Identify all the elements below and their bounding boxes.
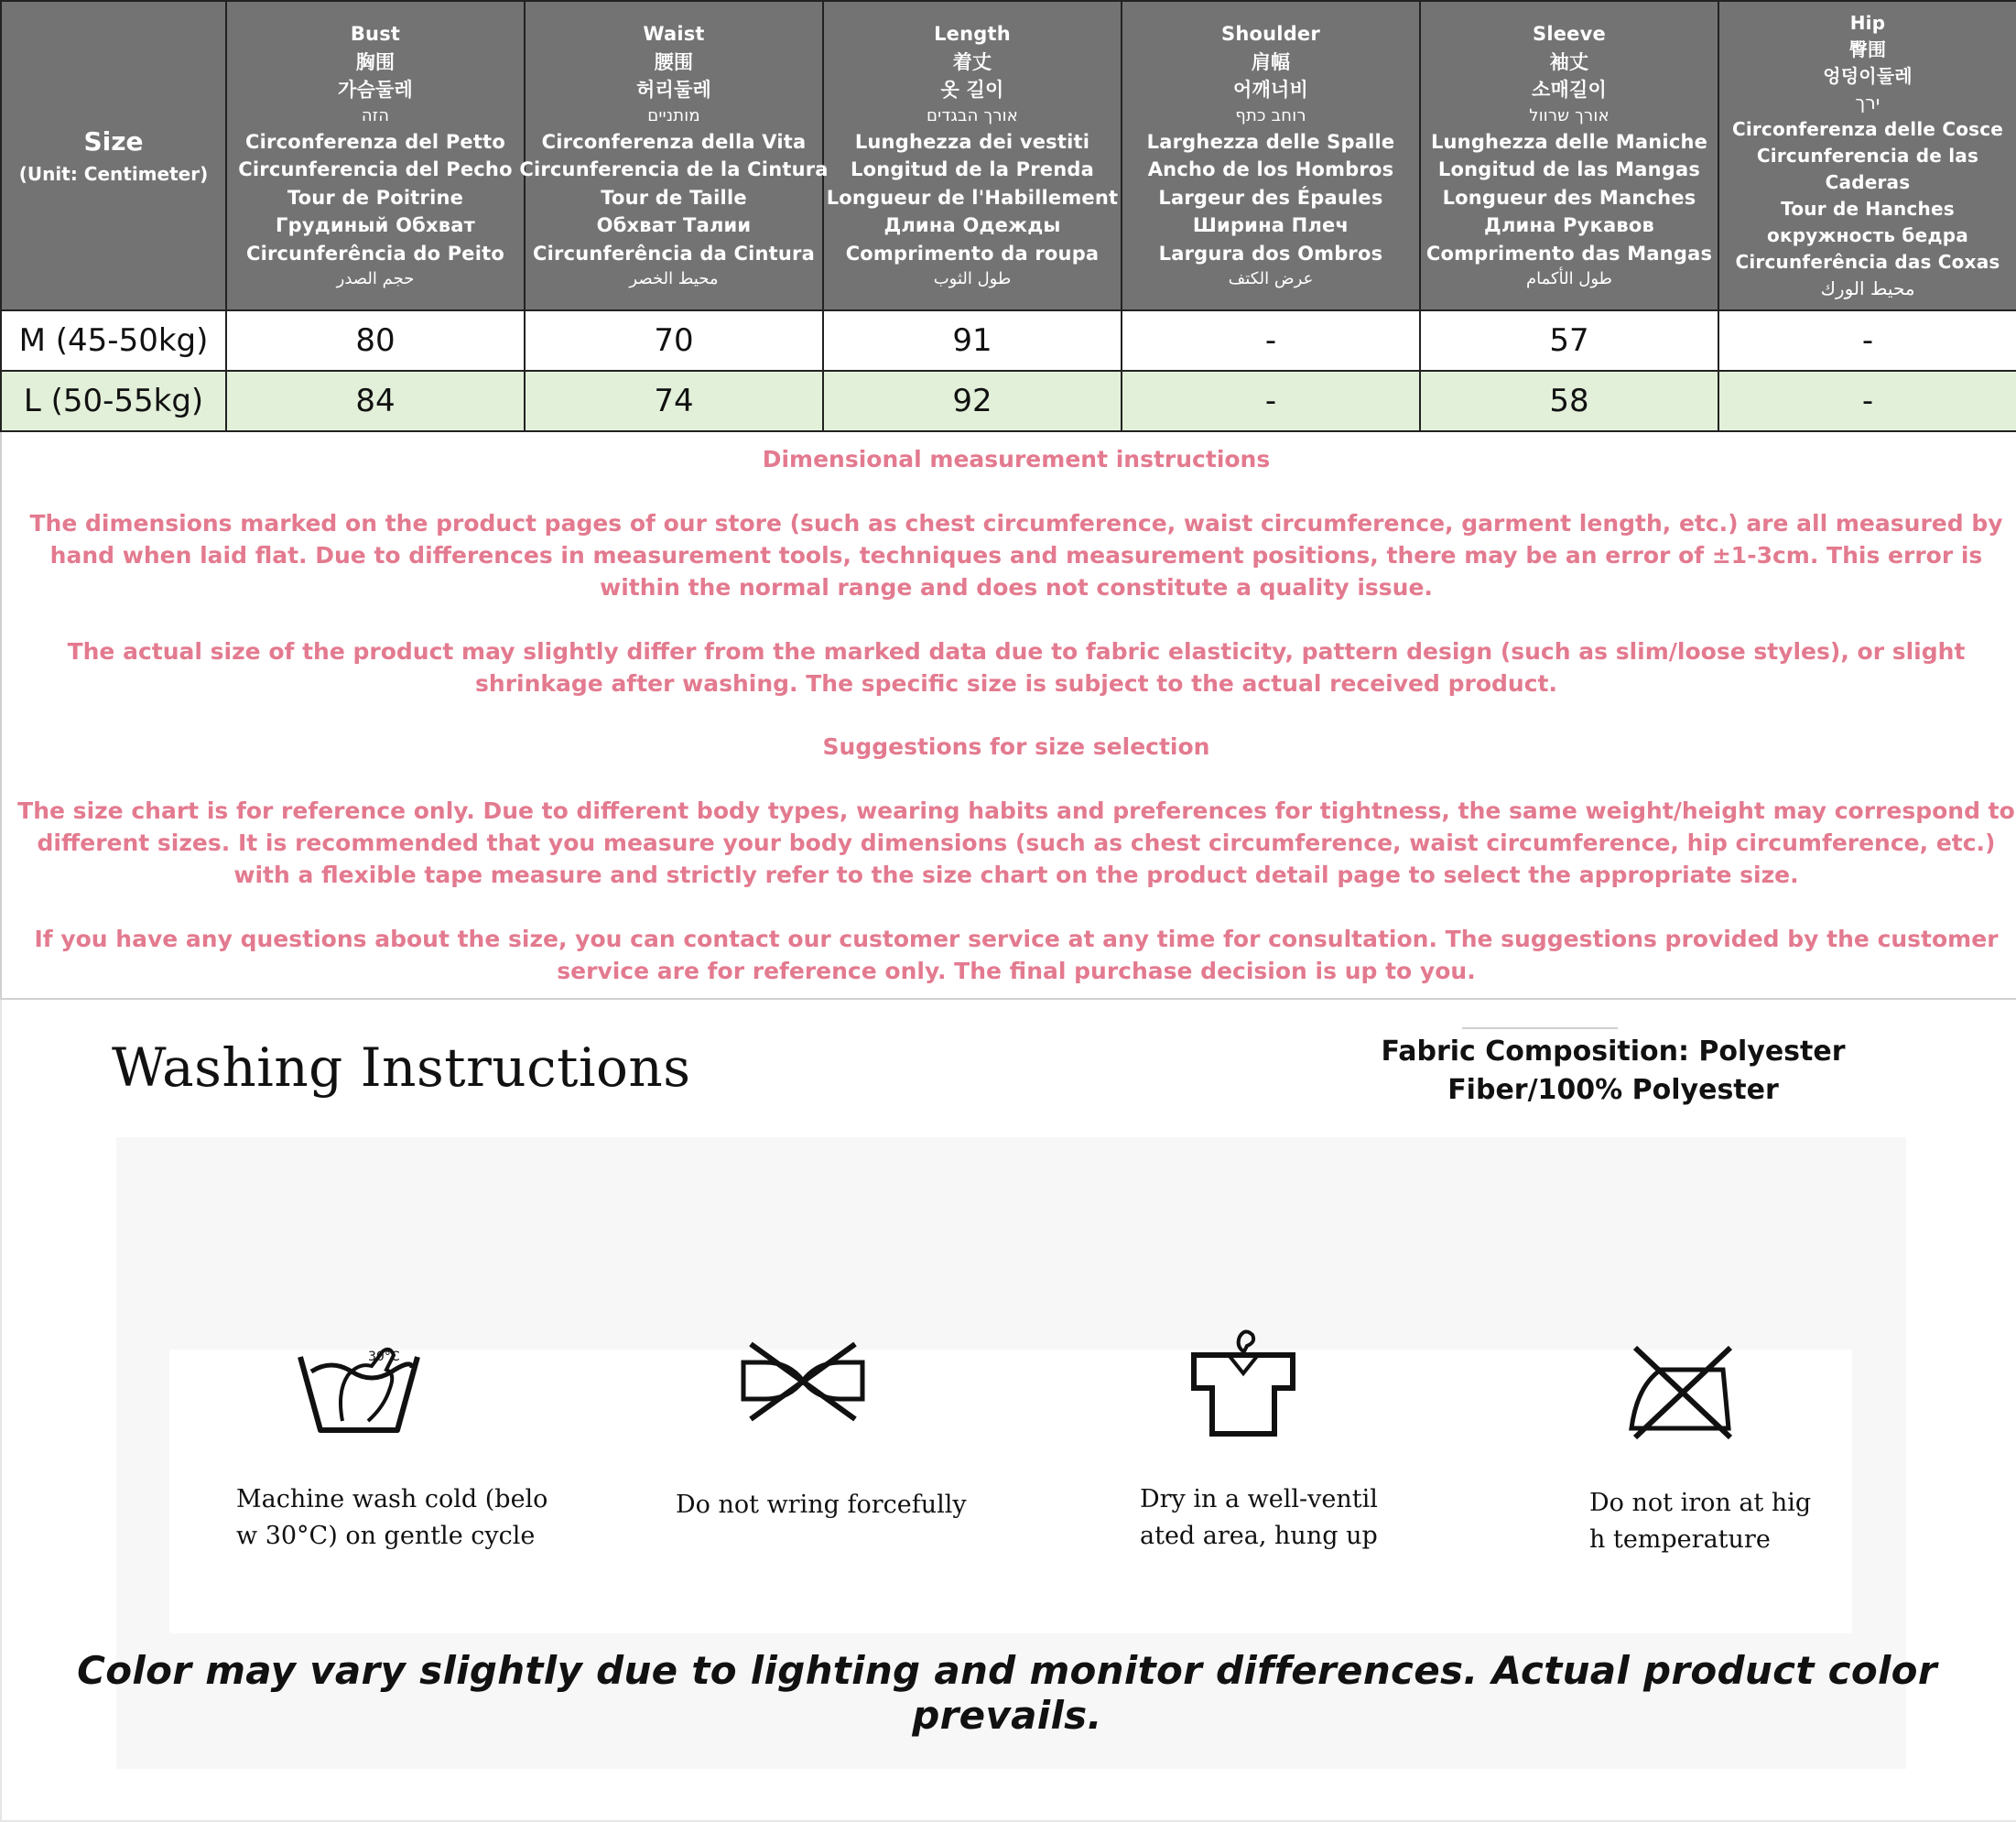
sleeve-header-cell	[1420, 1, 1718, 310]
header-label-line: окружность бедра	[1767, 223, 1968, 246]
notes-heading-suggestions: Suggestions for size selection	[822, 733, 1210, 760]
washing-title: Washing Instructions	[112, 1036, 691, 1099]
care-text-line: Machine wash cold (belo	[236, 1485, 548, 1513]
header-label-line: Largeur des Épaules	[1158, 186, 1383, 209]
header-label-line: Circonferenza del Petto	[245, 130, 505, 153]
length-header-cell	[823, 1, 1122, 310]
header-label-line: 臀围	[1848, 38, 1887, 60]
header-label-line: Sleeve	[1533, 23, 1606, 45]
size-chart-header-row	[1, 1, 2016, 310]
header-label-line: 肩幅	[1251, 50, 1291, 73]
color-disclaimer: Color may vary slightly due to lighting and monitor differences. Actual product color prevails.	[77, 1648, 1937, 1738]
shoulder-value-cell: -	[1122, 371, 1420, 431]
header-label-line: Circunferência das Coxas	[1735, 250, 2000, 273]
header-label-line: Ширина Плеч	[1192, 214, 1349, 236]
notes-paragraph: The actual size of the product may slightly differ from the marked data due to fabric elasticity, pattern design (such as slim/loose styles), or slight shrinkage after washing. The specific size is subject to the actual received product.	[67, 638, 1966, 697]
header-label-line: Longitud de las Mangas	[1437, 158, 1701, 180]
header-label-line: הזה	[361, 105, 390, 125]
wash-temp-label: 30°C	[368, 1350, 400, 1364]
care-text-line: ated area, hung up	[1140, 1522, 1378, 1550]
header-label-line: 어깨너비	[1233, 79, 1308, 101]
header-label-line: Tour de Hanches	[1781, 197, 1955, 220]
notes-paragraph: The size chart is for reference only. Due to different body types, wearing habits and preferences for tightness, the same weight/height may correspond to different sizes. It is recommended that you measure your body dimensions (such as chest circumference, waist circumference, hip circumference, etc.) with a flexible tape measure and strictly refer to the size chart on the product detail page to select the appropriate size.	[17, 797, 2015, 888]
do-not-wring-icon	[738, 1339, 868, 1425]
sleeve-value-cell: 58	[1420, 371, 1718, 431]
notes-paragraph: The dimensions marked on the product pages of our store (such as chest circumference, waist circumference, garment length, etc.) are all measured by hand when laid flat. Due to differences in measurement tools, techniques and measurement positions, there may be an error of ±1-3cm. This error is within the normal range and does not constitute a quality issue.	[29, 510, 2003, 601]
header-label-line: 소매길이	[1532, 79, 1607, 101]
header-label-line: ירך	[1855, 91, 1881, 114]
header-label-line: 엉덩이둘레	[1823, 64, 1913, 87]
header-label-line: 胸围	[355, 50, 396, 73]
header-label-line: Длина Одежды	[883, 214, 1061, 236]
size-row-l	[1, 371, 2016, 431]
header-label-line: Circonferenza delle Cosce	[1731, 117, 2004, 140]
hip-header-cell	[1718, 1, 2016, 310]
hip-value-cell: -	[1718, 310, 2016, 371]
header-label-line: Longitud de la Prenda	[851, 158, 1094, 180]
header-label-line: Грудиный Обхват	[276, 214, 475, 236]
care-text-line: Dry in a well-ventil	[1140, 1485, 1378, 1513]
size-label-cell: L (50-55kg)	[1, 371, 226, 431]
header-label-line: Circunferência do Peito	[245, 242, 505, 265]
header-label-line: אורך הבגדים	[926, 105, 1019, 125]
size-label-cell: M (45-50kg)	[1, 310, 226, 371]
header-label-line: Длина Рукавов	[1484, 214, 1654, 236]
header-label-line: طول الثوب	[933, 269, 1012, 288]
shoulder-value-cell: -	[1122, 310, 1420, 371]
header-label-line: Shoulder	[1221, 23, 1320, 45]
size-row-m	[1, 310, 2016, 371]
divider	[1462, 1027, 1618, 1029]
care-text-line: h temperature	[1589, 1525, 1771, 1554]
shoulder-header-cell	[1122, 1, 1420, 310]
header-label-line: Ancho de los Hombros	[1147, 158, 1394, 180]
header-label-line: Larghezza delle Spalle	[1146, 130, 1395, 153]
bust-value-cell: 84	[226, 371, 525, 431]
bust-value-cell: 80	[226, 310, 525, 371]
header-label-line: 옷 길이	[940, 79, 1004, 101]
notes-paragraph: If you have any questions about the size, you can contact our customer service at any time for consultation. The suggestions provided by the customer service are for reference only. The final purchase decision is up to you.	[34, 926, 1999, 984]
header-label-line: Circunferência da Cintura	[533, 242, 815, 265]
header-label-line: 袖丈	[1549, 50, 1589, 73]
header-label-line: רוחב כתף	[1235, 105, 1306, 125]
waist-value-cell: 74	[525, 371, 823, 431]
header-label-line: Circunferencia del Pecho	[238, 158, 513, 180]
machine-wash-icon	[295, 1318, 423, 1437]
header-label-line: Comprimento da roupa	[845, 242, 1100, 265]
bust-header-cell	[226, 1, 525, 310]
care-text-line: w 30°C) on gentle cycle	[236, 1522, 536, 1550]
header-label-line: Hip	[1849, 11, 1886, 34]
notes-heading-measurement: Dimensional measurement instructions	[762, 446, 1271, 472]
header-label-line: Longueur des Manches	[1442, 186, 1696, 209]
header-label-line: אורך שרוול	[1529, 105, 1610, 125]
header-label-line: Largura dos Ombros	[1158, 242, 1383, 265]
header-label-line: محيط الخصر	[629, 269, 719, 288]
header-label-line: 허리둘레	[636, 79, 711, 101]
header-label-line: Waist	[643, 23, 705, 45]
length-value-cell: 91	[823, 310, 1122, 371]
header-label-line: Bust	[350, 23, 401, 45]
header-label-line: Comprimento das Mangas	[1425, 242, 1713, 265]
size-header-cell	[1, 1, 226, 310]
header-label-line: Circunferencia de la Cintura	[519, 158, 829, 180]
header-label-line: Circunferencia de las	[1756, 144, 1979, 167]
hip-value-cell: -	[1718, 371, 2016, 431]
length-value-cell: 92	[823, 371, 1122, 431]
header-label-line: طول الأكمام	[1526, 269, 1612, 288]
hang-dry-icon	[1188, 1326, 1298, 1439]
waist-header-cell	[519, 1, 829, 310]
sleeve-value-cell: 57	[1420, 310, 1718, 371]
do-not-iron-icon	[1622, 1342, 1738, 1441]
header-label-line: 着丈	[952, 50, 992, 73]
care-text-line: Do not iron at hig	[1589, 1489, 1812, 1517]
header-label-line: Lunghezza dei vestiti	[854, 130, 1090, 153]
header-label-line: 가슴둘레	[338, 79, 413, 101]
header-label-line: Tour de Poitrine	[287, 186, 464, 209]
header-label-line: Circonferenza della Vita	[541, 130, 807, 153]
header-label-line: محيط الورك	[1820, 277, 1915, 299]
header-label-line: عرض الكتف	[1228, 269, 1314, 288]
waist-value-cell: 70	[525, 310, 823, 371]
header-label-line: 腰围	[654, 50, 694, 73]
header-label-line: Lunghezza delle Maniche	[1430, 130, 1708, 153]
header-label-line: Caderas	[1825, 170, 1911, 193]
fabric-composition: Fabric Composition: Polyester Fiber/100% Polyester	[1381, 1036, 1846, 1106]
header-label-line: Length	[934, 23, 1011, 45]
header-label-line: حجم الصدر	[336, 269, 415, 288]
size-header-title: Size	[83, 126, 144, 157]
header-label-line: Longueur de l'Habillement	[826, 186, 1119, 209]
measurement-notes	[0, 432, 2016, 1000]
size-chart-table	[0, 0, 2016, 432]
size-header-unit: (Unit: Centimeter)	[18, 163, 209, 185]
header-label-line: Обхват Талии	[596, 214, 752, 236]
care-text-line: Do not wring forcefully	[676, 1491, 967, 1519]
header-label-line: מותניים	[647, 105, 700, 125]
header-label-line: Tour de Taille	[601, 186, 747, 209]
